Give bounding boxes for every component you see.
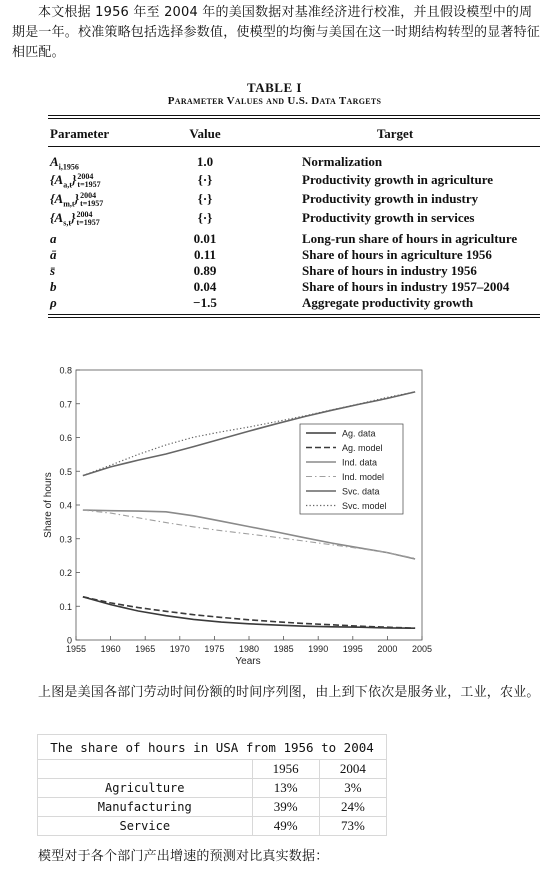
y-tick-label: 0.5 <box>59 466 72 477</box>
y-tick-label: 0.2 <box>59 568 72 578</box>
param-target: Normalization <box>302 154 383 169</box>
param-symbol: a <box>50 231 57 246</box>
table-row <box>38 817 387 836</box>
row-value-2004: 3% <box>319 779 386 798</box>
y-tick-label: 0.7 <box>59 399 72 410</box>
param-value: {·} <box>197 210 213 225</box>
table-row <box>38 779 387 798</box>
row-label: Manufacturing <box>38 798 253 817</box>
table-bottom-rule <box>48 314 540 315</box>
param-row <box>0 191 549 208</box>
param-row <box>0 154 549 171</box>
legend-entry: Svc. data <box>342 486 380 497</box>
param-value: 0.89 <box>193 263 217 278</box>
param-value: {·} <box>197 172 213 187</box>
param-symbol: $\{A_{a,t}\}$ 2004 t=1957 <box>50 172 101 190</box>
y-tick-label: 0 <box>66 635 72 646</box>
table-header-rule <box>48 146 540 147</box>
param-symbol: s̄ <box>50 263 56 278</box>
param-target: Share of hours in industry 1957–2004 <box>302 279 510 294</box>
param-target: Productivity growth in agriculture <box>302 172 494 187</box>
y-axis-label: Share of hours <box>43 472 54 538</box>
param-target: Share of hours in agriculture 1956 <box>302 247 492 262</box>
outro-paragraph: 模型对于各个部门产出增速的预测对比真实数据： <box>38 849 329 864</box>
header-parameter: Parameter <box>50 126 110 141</box>
x-tick-label: 1965 <box>135 644 156 654</box>
param-target: Productivity growth in industry <box>302 191 479 206</box>
param-value: 0.04 <box>193 279 217 294</box>
param-symbol: ρ <box>50 295 57 310</box>
param-value: −1.5 <box>193 295 217 310</box>
param-symbol: ā <box>50 247 57 262</box>
y-tick-label: 0.8 <box>59 365 72 376</box>
legend-entry: Ind. data <box>342 457 378 468</box>
param-symbol: $\{A_{s,t}\}$ 2004 t=1957 <box>50 210 100 228</box>
x-tick-label: 1955 <box>65 644 87 654</box>
header-blank <box>38 760 253 779</box>
y-tick-label: 0.3 <box>59 534 72 545</box>
x-tick-label: 1960 <box>100 644 121 654</box>
legend-entry: Ag. model <box>342 443 383 453</box>
table-title: TABLE I <box>247 80 302 95</box>
param-value: 0.11 <box>193 247 217 262</box>
table-caption-row <box>38 735 387 760</box>
param-row <box>0 279 549 296</box>
x-tick-label: 2005 <box>411 644 433 654</box>
param-row <box>0 263 549 280</box>
x-axis-label: Years <box>235 656 261 667</box>
param-row <box>0 231 549 248</box>
table-bottom-rule-2 <box>48 317 540 318</box>
chart-caption: 上图是美国各部门劳动时间份额的时间序列图，由上到下依次是服务业，工业，农业。 <box>38 685 540 700</box>
param-row <box>0 172 549 189</box>
param-row <box>0 210 549 227</box>
row-value-2004: 24% <box>319 798 386 817</box>
x-tick-label: 1980 <box>238 644 260 654</box>
table-row <box>38 798 387 817</box>
y-tick-label: 0.6 <box>59 433 72 443</box>
param-symbol: b <box>50 279 57 294</box>
y-tick-label: 0.1 <box>59 601 72 612</box>
x-tick-label: 2000 <box>377 644 398 654</box>
table-header-row <box>38 760 387 779</box>
x-tick-label: 1970 <box>169 644 190 654</box>
table-top-rule <box>48 115 540 116</box>
param-row <box>0 247 549 264</box>
table-caption: The share of hours in USA from 1956 to 2004 <box>38 735 387 760</box>
param-row <box>0 295 549 312</box>
param-target: Long-run share of hours in agriculture <box>302 231 518 246</box>
header-2004: 2004 <box>319 760 386 779</box>
legend-entry: Svc. model <box>342 501 387 511</box>
hours-share-table <box>37 734 387 836</box>
row-value-1956: 13% <box>252 779 319 798</box>
param-value: 1.0 <box>196 154 214 169</box>
x-tick-label: 1985 <box>273 644 294 654</box>
table-top-rule-2 <box>48 118 540 119</box>
row-label: Agriculture <box>38 779 253 798</box>
row-value-1956: 49% <box>252 817 319 836</box>
header-1956: 1956 <box>252 760 319 779</box>
chart-legend <box>300 424 403 514</box>
row-label: Service <box>38 817 253 836</box>
x-tick-label: 1975 <box>204 644 225 654</box>
legend-entry: Ind. model <box>342 472 385 482</box>
param-value: {·} <box>197 191 213 206</box>
param-target: Productivity growth in services <box>302 210 475 225</box>
intro-paragraph: 本文根据 1956 年至 2004 年的美国数据对基准经济进行校准，并且假设模型中的周期是一年。校准策略包括选择参数值，使模型的均衡与美国在这一时期结构转型的显著特征相匹配。 <box>12 5 541 60</box>
share-of-hours-chart <box>0 360 549 670</box>
x-tick-label: 1995 <box>342 644 363 654</box>
row-value-2004: 73% <box>319 817 386 836</box>
y-tick-label: 0.4 <box>59 500 72 511</box>
param-target: Share of hours in industry 1956 <box>302 263 477 278</box>
row-value-1956: 39% <box>252 798 319 817</box>
header-target: Target <box>376 126 414 141</box>
x-tick-label: 1990 <box>308 644 329 654</box>
table-subtitle: Parameter Values and U.S. Data Targets <box>167 95 382 107</box>
param-symbol: $A_{i,1956}$ <box>50 154 79 172</box>
param-symbol: $\{A_{m,t}\}$ 2004 t=1957 <box>50 191 104 209</box>
legend-entry: Ag. data <box>342 428 376 439</box>
header-value: Value <box>189 126 221 141</box>
param-target: Aggregate productivity growth <box>302 295 474 310</box>
param-value: 0.01 <box>193 231 217 246</box>
